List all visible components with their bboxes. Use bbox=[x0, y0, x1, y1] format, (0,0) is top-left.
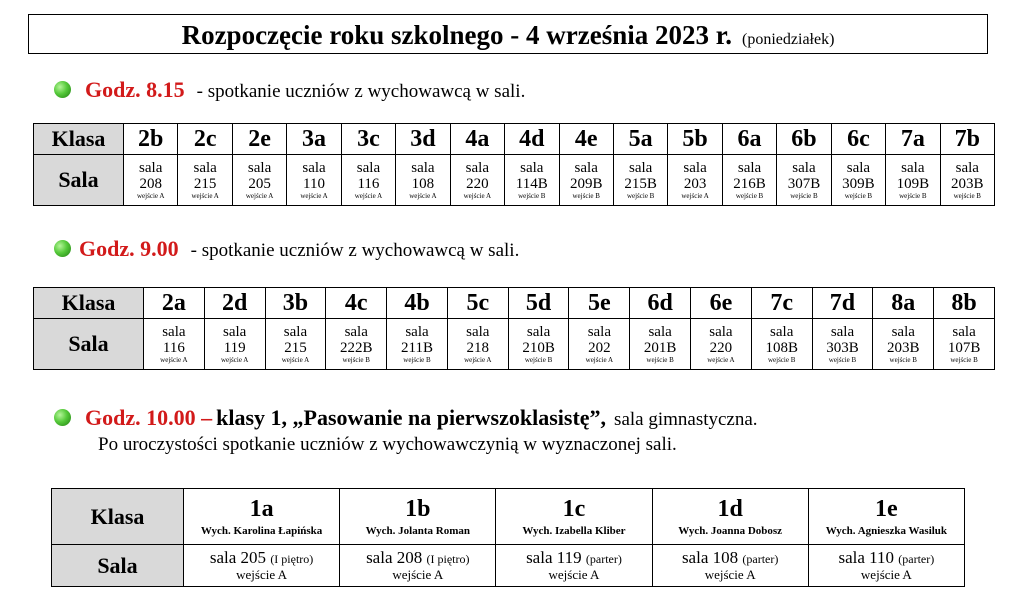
entrance-label: wejście A bbox=[191, 191, 219, 200]
entrance-label: wejście A bbox=[464, 355, 492, 364]
room-number: 202 bbox=[588, 339, 611, 356]
class-cell: 7a bbox=[886, 124, 940, 155]
room-cell bbox=[751, 319, 812, 370]
entrance-label: wejście B bbox=[899, 191, 927, 200]
floor-label: (parter) bbox=[585, 552, 622, 566]
room-word: sala bbox=[356, 159, 381, 176]
room-line bbox=[184, 549, 339, 568]
room-word: sala bbox=[520, 159, 544, 176]
entrance-label: wejście A bbox=[281, 355, 310, 364]
class-cell: 4e bbox=[559, 124, 613, 155]
room-number: 307B bbox=[787, 175, 821, 192]
class-cell: 6c bbox=[831, 124, 885, 155]
room-number: sala 208 bbox=[366, 548, 423, 567]
room-cell bbox=[613, 155, 667, 206]
room-word: sala bbox=[344, 323, 368, 340]
teacher-name: Wych. Izabella Kliber bbox=[522, 525, 626, 537]
room-number: 107B bbox=[947, 339, 981, 356]
section1-time: Godz. 8.15 bbox=[85, 77, 185, 102]
table-row-sala bbox=[34, 155, 995, 206]
room-number: 210B bbox=[522, 339, 555, 356]
room-word: sala bbox=[846, 159, 871, 176]
green-dot-icon bbox=[54, 81, 71, 98]
class-cell: 6d bbox=[630, 288, 691, 319]
room-number: 215 bbox=[193, 175, 217, 192]
room-cell bbox=[124, 155, 178, 206]
room-cell bbox=[886, 155, 940, 206]
floor-label: (parter) bbox=[742, 552, 779, 566]
room-number: 114B bbox=[515, 175, 548, 192]
class-cell bbox=[340, 489, 496, 545]
class-cell: 8b bbox=[934, 288, 995, 319]
room-number: 303B bbox=[826, 339, 859, 356]
room-line bbox=[653, 549, 808, 568]
entrance-label: wejście A bbox=[392, 567, 444, 582]
section2-text: - spotkanie uczniów z wychowawcą w sali. bbox=[190, 240, 520, 261]
room-number: 211B bbox=[401, 339, 433, 356]
room-number: 203 bbox=[683, 175, 707, 192]
class-cell: 5a bbox=[613, 124, 667, 155]
class-cell: 5c bbox=[447, 288, 508, 319]
floor-label: (parter) bbox=[898, 552, 935, 566]
class-cell bbox=[184, 489, 340, 545]
entrance-label: wejście B bbox=[790, 191, 818, 200]
class-cell: 5e bbox=[569, 288, 630, 319]
room-word: sala bbox=[587, 323, 612, 340]
room-number: 215 bbox=[284, 339, 307, 356]
section2-time: Godz. 9.00 bbox=[79, 236, 179, 261]
section3-heading bbox=[54, 405, 758, 431]
class-cell: 5d bbox=[508, 288, 569, 319]
room-number: 119 bbox=[223, 339, 246, 356]
room-number: 116 bbox=[357, 175, 380, 192]
room-cell bbox=[396, 155, 450, 206]
class-cell: 4b bbox=[387, 288, 448, 319]
room-number: 116 bbox=[162, 339, 185, 356]
room-cell bbox=[144, 319, 205, 370]
table-section3 bbox=[51, 488, 965, 587]
class-cell: 3b bbox=[265, 288, 326, 319]
sala-header: Sala bbox=[52, 545, 184, 587]
entrance-label: wejście A bbox=[548, 567, 600, 582]
klasa-header: Klasa bbox=[34, 288, 144, 319]
room-word: sala bbox=[302, 159, 326, 176]
class-cell: 8a bbox=[873, 288, 934, 319]
room-line bbox=[496, 549, 651, 568]
entrance-label: wejście B bbox=[572, 191, 600, 200]
room-word: sala bbox=[952, 323, 976, 340]
room-word: sala bbox=[574, 159, 598, 176]
title-day: (poniedziałek) bbox=[742, 31, 835, 48]
room-cell bbox=[341, 155, 395, 206]
room-cell bbox=[447, 319, 508, 370]
room-word: sala bbox=[770, 323, 794, 340]
room-word: sala bbox=[193, 159, 217, 176]
room-cell bbox=[668, 155, 722, 206]
entrance-label: wejście A bbox=[137, 191, 165, 200]
room-number: 216B bbox=[733, 175, 766, 192]
title-box bbox=[28, 14, 988, 54]
table-row-sala bbox=[52, 545, 965, 587]
room-cell bbox=[691, 319, 752, 370]
entrance-label: wejście B bbox=[524, 355, 553, 364]
room-cell bbox=[630, 319, 691, 370]
room-number: 203B bbox=[887, 339, 920, 356]
room-number: 109B bbox=[896, 175, 930, 192]
room-cell bbox=[808, 545, 964, 587]
class-name: 1c bbox=[562, 496, 586, 522]
room-word: sala bbox=[648, 323, 672, 340]
class-cell: 3a bbox=[287, 124, 341, 155]
entrance-label: wejście B bbox=[735, 191, 764, 200]
class-cell: 7c bbox=[751, 288, 812, 319]
room-word: sala bbox=[891, 323, 915, 340]
class-name: 1d bbox=[717, 496, 743, 522]
room-cell bbox=[178, 155, 232, 206]
entrance-label: wejście A bbox=[220, 355, 249, 364]
class-name: 1a bbox=[249, 496, 274, 522]
room-word: sala bbox=[830, 323, 855, 340]
room-word: sala bbox=[466, 323, 490, 340]
room-cell bbox=[232, 155, 286, 206]
entrance-label: wejście A bbox=[300, 191, 328, 200]
room-cell bbox=[496, 545, 652, 587]
entrance-label: wejście B bbox=[767, 355, 796, 364]
room-word: sala bbox=[737, 159, 762, 176]
room-cell bbox=[934, 319, 995, 370]
section2-heading bbox=[54, 236, 519, 262]
room-word: sala bbox=[405, 323, 429, 340]
room-cell bbox=[387, 319, 448, 370]
room-number: 108B bbox=[765, 339, 798, 356]
room-number: sala 205 bbox=[209, 548, 267, 567]
floor-label: (I piętro) bbox=[426, 552, 470, 566]
entrance-label: wejście B bbox=[953, 191, 981, 200]
room-word: sala bbox=[283, 323, 308, 340]
entrance-label: wejście A bbox=[707, 355, 735, 364]
room-word: sala bbox=[628, 159, 653, 176]
class-cell bbox=[808, 489, 964, 545]
room-number: sala 119 bbox=[526, 548, 582, 567]
room-word: sala bbox=[139, 159, 163, 176]
entrance-label: wejście B bbox=[626, 191, 655, 200]
room-cell bbox=[204, 319, 265, 370]
class-cell: 4c bbox=[326, 288, 387, 319]
room-line bbox=[809, 549, 964, 568]
class-name: 1b bbox=[405, 496, 431, 522]
class-cell: 7d bbox=[812, 288, 873, 319]
sala-header: Sala bbox=[34, 155, 124, 206]
entrance-label: wejście A bbox=[409, 191, 437, 200]
class-cell: 6a bbox=[722, 124, 776, 155]
section1-text: - spotkanie uczniów z wychowawcą w sali. bbox=[196, 81, 526, 102]
table-row-sala bbox=[34, 319, 995, 370]
table-row-klasa bbox=[34, 288, 995, 319]
room-cell bbox=[340, 545, 496, 587]
room-number: 218 bbox=[466, 339, 490, 356]
entrance-label: wejście B bbox=[403, 355, 431, 364]
class-cell: 6e bbox=[691, 288, 752, 319]
room-number: 215B bbox=[624, 175, 657, 192]
table-row-klasa bbox=[34, 124, 995, 155]
room-word: sala bbox=[709, 323, 733, 340]
class-cell: 2c bbox=[178, 124, 232, 155]
green-dot-icon bbox=[54, 240, 71, 257]
room-number: sala 110 bbox=[838, 548, 895, 567]
room-cell bbox=[450, 155, 504, 206]
entrance-label: wejście A bbox=[585, 355, 614, 364]
room-cell bbox=[326, 319, 387, 370]
class-cell: 4d bbox=[505, 124, 559, 155]
entrance-label: wejście A bbox=[860, 567, 912, 582]
floor-label: (I piętro) bbox=[270, 552, 314, 566]
teacher-name: Wych. Agnieszka Wasiluk bbox=[825, 525, 948, 537]
room-word: sala bbox=[683, 159, 707, 176]
class-cell bbox=[496, 489, 652, 545]
entrance-label: wejście B bbox=[828, 355, 857, 364]
entrance-label: wejście B bbox=[889, 355, 917, 364]
room-cell bbox=[569, 319, 630, 370]
sala-header: Sala bbox=[34, 319, 144, 370]
class-cell: 7b bbox=[940, 124, 994, 155]
room-cell bbox=[812, 319, 873, 370]
room-number: 220 bbox=[709, 339, 733, 356]
room-word: sala bbox=[223, 323, 247, 340]
class-cell: 2a bbox=[144, 288, 205, 319]
room-number: 108 bbox=[411, 175, 435, 192]
room-word: sala bbox=[162, 323, 186, 340]
entrance-label: wejście A bbox=[245, 191, 274, 200]
section3-bold-text: klasy 1, „Pasowanie na pierwszoklasistę”, bbox=[216, 405, 607, 430]
room-cell bbox=[873, 319, 934, 370]
table-section1 bbox=[33, 123, 995, 206]
entrance-label: wejście A bbox=[704, 567, 756, 582]
klasa-header: Klasa bbox=[52, 489, 184, 545]
room-cell bbox=[722, 155, 776, 206]
page-title: Rozpoczęcie roku szkolnego - 4 września 2023 r. bbox=[181, 20, 733, 50]
section3-time: Godz. 10.00 – bbox=[85, 405, 213, 430]
class-cell: 6b bbox=[777, 124, 831, 155]
section3-line2: Po uroczystości spotkanie uczniów z wychowawczynią w wyznaczonej sali. bbox=[98, 434, 677, 455]
entrance-label: wejście B bbox=[646, 355, 674, 364]
room-cell bbox=[184, 545, 340, 587]
room-cell bbox=[831, 155, 885, 206]
room-number: 110 bbox=[303, 175, 325, 192]
room-cell bbox=[559, 155, 613, 206]
room-cell bbox=[287, 155, 341, 206]
green-dot-icon bbox=[54, 409, 71, 426]
entrance-label: wejście A bbox=[160, 355, 188, 364]
room-number: 203B bbox=[951, 175, 984, 192]
room-number: 222B bbox=[339, 339, 373, 356]
klasa-header: Klasa bbox=[34, 124, 124, 155]
entrance-label: wejście B bbox=[518, 191, 546, 200]
room-word: sala bbox=[526, 323, 551, 340]
room-cell bbox=[505, 155, 559, 206]
section1-heading bbox=[54, 77, 525, 103]
class-name: 1e bbox=[875, 496, 898, 522]
class-cell: 5b bbox=[668, 124, 722, 155]
room-word: sala bbox=[901, 159, 925, 176]
entrance-label: wejście A bbox=[236, 567, 288, 582]
class-cell bbox=[652, 489, 808, 545]
class-cell: 3c bbox=[341, 124, 395, 155]
room-cell bbox=[508, 319, 569, 370]
room-number: 201B bbox=[643, 339, 677, 356]
class-cell: 2e bbox=[232, 124, 286, 155]
room-number: 309B bbox=[842, 175, 875, 192]
class-cell: 2b bbox=[124, 124, 178, 155]
room-word: sala bbox=[792, 159, 816, 176]
table-section2 bbox=[33, 287, 995, 370]
room-number: 208 bbox=[139, 175, 162, 192]
room-number: 220 bbox=[466, 175, 489, 192]
entrance-label: wejście A bbox=[681, 191, 709, 200]
room-cell bbox=[652, 545, 808, 587]
class-cell: 3d bbox=[396, 124, 450, 155]
room-word: sala bbox=[465, 159, 489, 176]
entrance-label: wejście B bbox=[342, 355, 370, 364]
section3-place: sala gimnastyczna. bbox=[614, 409, 758, 430]
class-cell: 4a bbox=[450, 124, 504, 155]
room-word: sala bbox=[247, 159, 272, 176]
teacher-name: Wych. Joanna Dobosz bbox=[678, 525, 783, 537]
room-cell bbox=[777, 155, 831, 206]
teacher-name: Wych. Jolanta Roman bbox=[365, 525, 470, 537]
entrance-label: wejście B bbox=[844, 191, 873, 200]
table-row-klasa bbox=[52, 489, 965, 545]
entrance-label: wejście A bbox=[463, 191, 492, 200]
room-cell bbox=[265, 319, 326, 370]
entrance-label: wejście B bbox=[950, 355, 978, 364]
room-line bbox=[340, 549, 495, 568]
room-cell bbox=[940, 155, 994, 206]
room-number: 209B bbox=[569, 175, 603, 192]
teacher-name: Wych. Karolina Łapińska bbox=[200, 525, 323, 537]
room-word: sala bbox=[955, 159, 979, 176]
room-word: sala bbox=[411, 159, 435, 176]
class-cell: 2d bbox=[204, 288, 265, 319]
entrance-label: wejście A bbox=[354, 191, 383, 200]
room-number: sala 108 bbox=[681, 548, 739, 567]
room-number: 205 bbox=[248, 175, 271, 192]
